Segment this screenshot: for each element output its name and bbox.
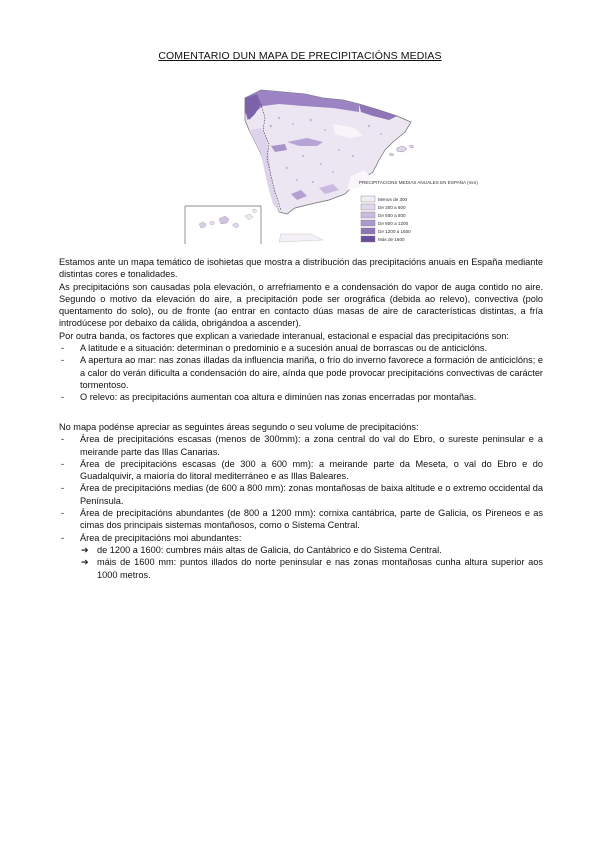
list-item: - O relevo: as precipitacións aumentan coa altura e diminúen nas zonas encerradas por montañas. xyxy=(59,391,543,403)
legend-title: PRECIPITACIONS MEDIAS ANUALES EN ESPAÑA (mm) xyxy=(359,180,478,185)
areas-list xyxy=(59,433,543,544)
legend-label: De 300 a 600 xyxy=(378,205,406,210)
list-item: - Área de precipitacións medias (de 600 a 800 mm): zonas montañosas de baixa altitude e o extremo occidental da Península. xyxy=(59,482,543,507)
list-item: - Área de precipitacións moi abundantes: xyxy=(59,532,543,544)
legend-swatch xyxy=(361,228,375,234)
subareas-list xyxy=(59,544,543,581)
intro-paragraph: Estamos ante un mapa temático de isohietas que mostra a distribución das precipitacións anuais en España mediante distintas cores e tonalidades. xyxy=(59,257,543,280)
intro-section xyxy=(59,256,543,404)
legend-swatch xyxy=(361,196,375,202)
peninsula-shape xyxy=(245,90,414,242)
svg-text:PRECIPITACIONS MEDIAS ANUALES xyxy=(359,179,478,185)
legend-label: De 600 a 800 xyxy=(378,213,406,218)
legend-swatch xyxy=(361,212,375,218)
list-item: - Área de precipitacións escasas (menos de 300mm): a zona central do val do Ebro, o sureste peninsular e a meirande parte das Illas Canarias. xyxy=(59,433,543,458)
list-item xyxy=(81,556,543,581)
areas-intro-paragraph: No mapa podénse apreciar as seguintes áreas segundo o seu volume de precipitacións: xyxy=(59,422,419,432)
list-item: - Área de precipitacións escasas (de 300 a 600 mm): a meirande parte da Meseta, o val do Ebro e do Guadalquivir, a maioría do litoral mediterráneo e as Illas Baleares. xyxy=(59,458,543,483)
legend-swatch xyxy=(361,220,375,226)
subarea-text: de 1200 a 1600: cumbres máis altas de Galicia, do Cantábrico e do Sistema Central. xyxy=(97,544,442,555)
causes-paragraph: As precipitacións son causadas pola elevación, o arrefriamento e a condensación do vapor de auga contido no aire. Segundo o motivo da elevación do aire, a precipitación pode ser orográfica (debida ao relevo), convectiva (polo quentamento do solo), ou de fronte (ao entrar en contacto dúas masas de aire de características distintas, a fría introdúcese por debaixo da cálida, obrigándoa a ascender). xyxy=(59,281,543,329)
factors-intro-paragraph: Por outra banda, os factores que explican a variedade interanual, estacional e espacial das precipitacións son: xyxy=(59,330,509,341)
legend-swatch xyxy=(361,204,375,210)
factors-list xyxy=(59,342,543,403)
arrow-icon: ➔ xyxy=(81,544,89,555)
subarea-text: máis de 1600 mm: puntos illados do norte peninsular e nas zonas montañosas cunha altura superior aos 1000 metros. xyxy=(97,557,543,580)
legend-label: De 800 a 1200 xyxy=(378,221,409,226)
list-item: - A latitude e a situación: determinan o predominio e a sucesión anual de borrascas ou de anticiclóns. xyxy=(59,342,543,354)
legend-label: Menos de 300 xyxy=(378,197,408,202)
arrow-icon: ➔ xyxy=(81,557,89,568)
areas-section xyxy=(59,421,543,581)
legend-label: De 1200 a 1600 xyxy=(378,229,411,234)
page-title: COMENTARIO DUN MAPA DE PRECIPITACIÓNS MEDIAS xyxy=(158,50,442,62)
list-item: - A apertura ao mar: nas zonas illadas da influencia mariña, o frío do inverno favorece a formación de anticiclóns; e a calor do verán dificulta a condensación do aire, aínda que pode provocar precipitacións convectivas de carácter tormentoso. xyxy=(59,354,543,391)
list-item xyxy=(81,544,543,556)
canary-islands-inset xyxy=(185,206,261,244)
list-item: - Área de precipitacións abundantes (de 800 a 1200 mm): cornixa cantábrica, parte de Galicia, os Pireneos e as cimas dos principais sistemas montañosos, como o Sistema Central. xyxy=(59,507,543,532)
precipitation-map xyxy=(183,84,478,246)
map-legend xyxy=(359,179,478,242)
legend-swatch xyxy=(361,236,375,242)
legend-label: Más de 1600 xyxy=(378,237,405,242)
